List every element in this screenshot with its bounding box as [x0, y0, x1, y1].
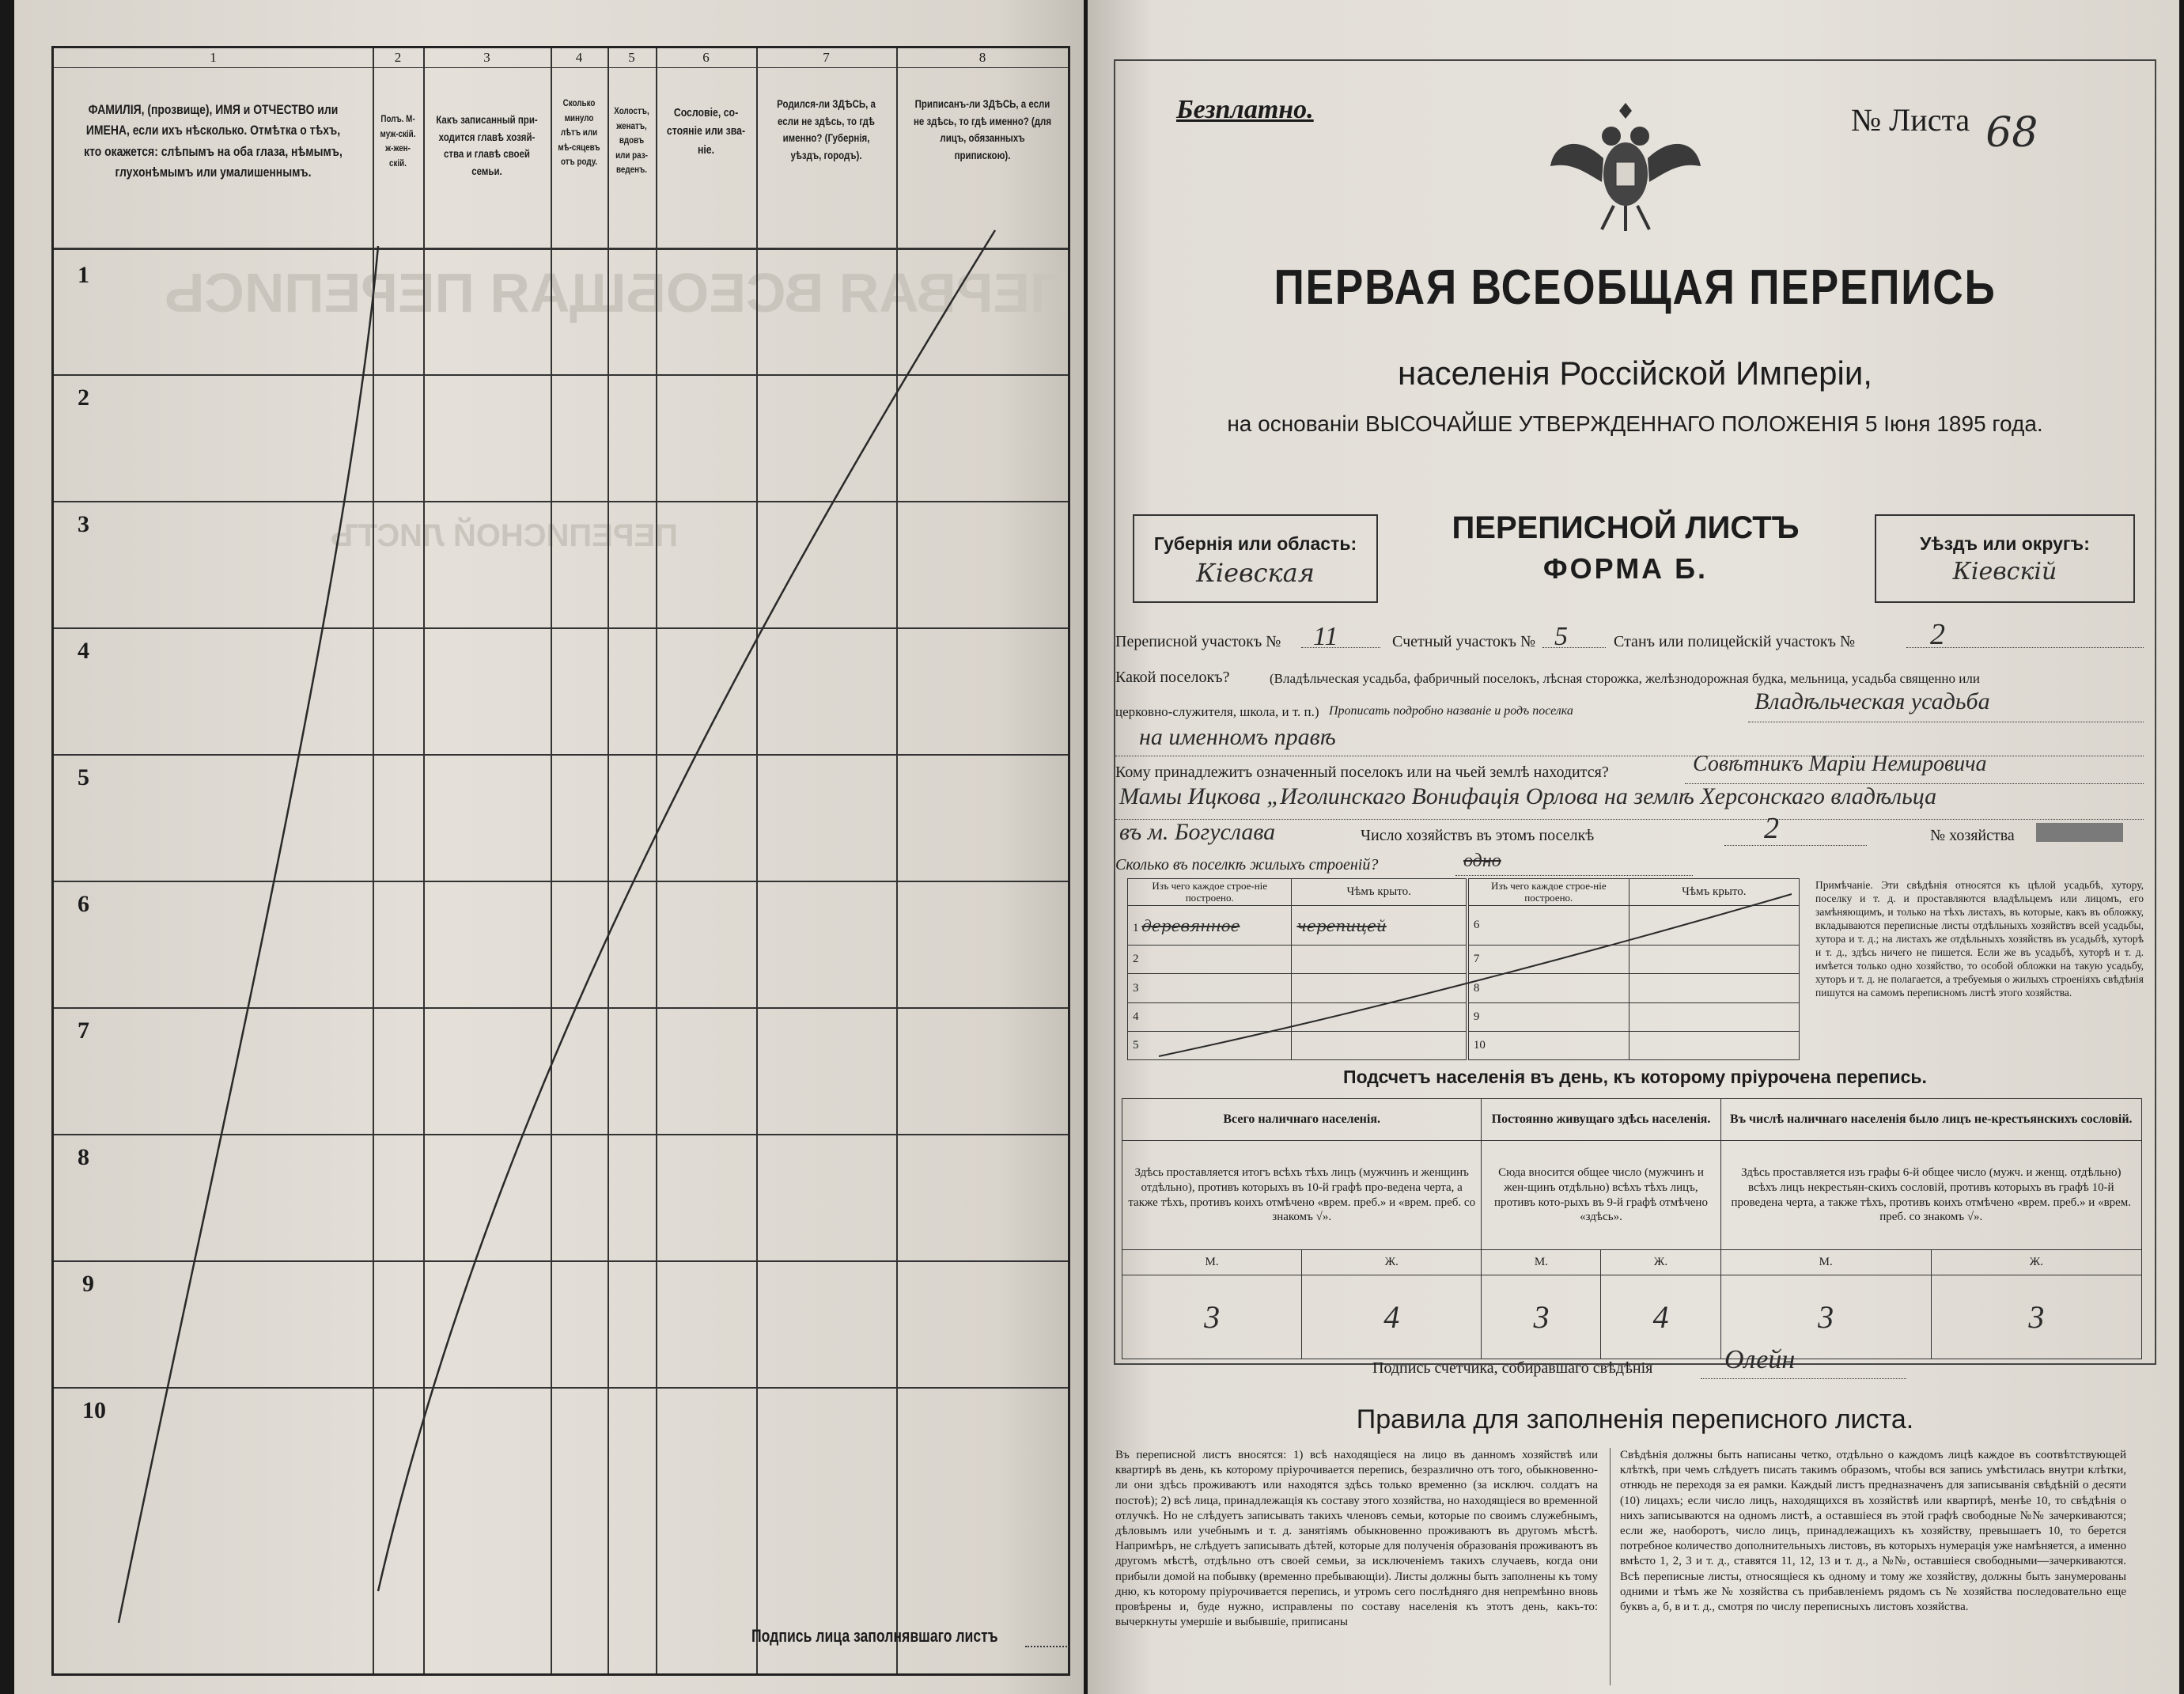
count-title: Подсчетъ населенія въ день, къ которому пріурочена перепись.: [1343, 1067, 1927, 1087]
population-count-table: [1122, 1098, 2142, 1359]
district-value: Кіевскій: [1952, 558, 2057, 586]
buildings-note: Примѣчаніе. Эти свѣдѣнія относятся къ цѣлой усадьбѣ, хутору, поселку и т. д. и проставляются владѣльцемъ или лицомъ, его замѣняющимъ, и только на тѣхъ листахъ, въ которые, какъ въ обложку, вкладываются переписные листы отдѣльныхъ хозяйствъ всей усадьбы, хутора и т. д.; на листахъ же отдѣльныхъ хозяйствъ въ усадьбѣ, хуторѣ и т. д., здѣсь ничего не пишется. Если же въ усадьбѣ, хуторѣ и т. д. имѣется только одно хозяйство, то особой обложки на такую усадьбу, хуторъ и т. д. не полагается, а требуемыя о жилыхъ строеніяхъ свѣдѣнія пишутся на самомъ переписномъ листѣ этого хозяйства.: [1815, 879, 2144, 999]
settlement-note: (Владѣльческая усадьба, фабричный поселокъ, лѣсная сторожка, желѣзнодорожная будка, мельница, усадьба священно или: [1270, 671, 1980, 686]
count-m-2: М.: [1482, 1250, 1601, 1275]
census-district-value: 11: [1313, 622, 1338, 651]
district-box: [1875, 514, 2135, 603]
count-nonpeasant-m: 3: [1720, 1275, 1931, 1359]
owner-value-2: Мамы Ицкова „Иголинскаго Вонифація Орлова на землѣ Херсонскаго владѣльца: [1119, 783, 1937, 809]
province-label: Губернія или область:: [1153, 533, 1357, 554]
show-through-form: ПЕРЕПИСНОЙ ЛИСТЪ: [331, 518, 678, 553]
col-number-8: 8: [978, 50, 986, 65]
households-value: 2: [1764, 812, 1779, 845]
bt-row-5: 5: [1128, 1031, 1292, 1059]
bt-num-1: 1: [1133, 921, 1139, 934]
count-m-1: М.: [1122, 1250, 1302, 1275]
bt-row1-material: деревянное: [1141, 915, 1240, 935]
count-m-3: М.: [1720, 1250, 1931, 1275]
owner-value-1: Совѣтникъ Маріи Немировича: [1693, 752, 1987, 776]
row-number-10: 10: [82, 1397, 106, 1423]
count-nonpeasant-f: 3: [1931, 1275, 2141, 1359]
household-number-redacted: [2036, 823, 2123, 842]
rules-left-column: Въ переписной листъ вносятся: 1) всѣ находящіеся на лицо въ данномъ хозяйствѣ или квартирѣ въ день, къ которому пріурочивается перепись, безразлично отъ того, обыкновенно-ли они здѣсь проживаютъ или находятся здѣсь только временно (за исключ. солдатъ на постоѣ); 2) всѣ лица, принадлежащія къ составу этого хозяйства, но находящіеся во временной отлучкѣ. Но не слѣдуетъ записывать такихъ членовъ семьи, которые по своимъ служебнымъ, дѣловымъ или учебнымъ и т. д. занятіямъ обыкновенно проживаютъ въ другомъ мѣстѣ. Напримѣръ, не слѣдуетъ записывать дѣтей, которые для полученія образованія проживаютъ въ другомъ мѣстѣ, отдѣльно отъ своей семьи, за исключеніемъ такихъ случаевъ, когда они прибыли домой на побывку (временно пребывающіи). Листы должны быть заполнены къ тому дню, къ которому пріурочивается перепись, и утромъ сего послѣдняго дня непремѣнно вновь провѣрены и, буде нужно, исправлены по составу населенія къ этотъ день, какъ-то: вычеркнуты умершіе и выбывшіе, приписаны: [1115, 1449, 1598, 1629]
bt-row-7: 7: [1467, 946, 1629, 974]
header-registered: Приписанъ-ли ЗДѢСЬ, а если не здѣсь, то гдѣ именно? (для лицъ, обязанныхъ припискою).: [913, 97, 1052, 162]
settlement-note3: Прописать подробно названіе и родъ поселка: [1329, 704, 1573, 718]
stan-label: Станъ или полицейскій участокъ №: [1614, 633, 1856, 650]
buildings-cancel-stroke: [1127, 878, 1800, 1060]
bt-row-3: 3: [1128, 974, 1292, 1002]
col-number-5: 5: [628, 50, 635, 65]
settlement-value-1: Владѣльческая усадьба: [1754, 688, 1990, 714]
counting-district-label: Счетный участокъ №: [1392, 633, 1536, 650]
form-title: [1392, 510, 1859, 586]
buildings-label: Сколько въ поселкѣ жилыхъ строеній?: [1115, 856, 1379, 874]
rules-divider: [1610, 1448, 1611, 1685]
census-title: ПЕРВАЯ ВСЕОБЩАЯ ПЕРЕПИСЬ: [1274, 260, 1997, 315]
row-number-5: 5: [78, 764, 89, 790]
count-desc-permanent: Сюда вносится общее число (мужчинъ и жен-щинъ отдѣльно) всѣхъ тѣхъ лицъ, противъ кото-рыхъ въ 9-й графѣ отмѣчено «здѣсь».: [1482, 1141, 1720, 1250]
count-f-2: Ж.: [1601, 1250, 1720, 1275]
count-permanent-m: 3: [1482, 1275, 1601, 1359]
row-number-4: 4: [78, 638, 89, 664]
row-number-6: 6: [78, 891, 89, 917]
row-number-9: 9: [82, 1271, 94, 1297]
count-header-permanent: Постоянно живущаго здѣсь населенія.: [1482, 1099, 1720, 1141]
col-number-1: 1: [210, 50, 217, 65]
count-desc-nonpeasant: Здѣсь проставляется изъ графы 6-й общее число (мужч. и женщ. отдѣльно) всѣхъ лицъ некрестьян-скихъ сословій, противъ которыхъ въ графѣ 10-й проведена черта, а также тѣхъ, противъ коихъ отмѣчено «врем. преб.» и «врем. преб. со знакомъ √».: [1720, 1141, 2141, 1250]
bt-row-8: 8: [1467, 974, 1629, 1002]
owner-value-3: въ м. Богуслава: [1119, 819, 1276, 845]
imperial-eagle-emblem: [1546, 87, 1705, 237]
count-header-nonpeasant: Въ числѣ наличнаго населенія было лицъ не-крестьянскихъ сословій.: [1720, 1099, 2141, 1141]
count-f-1: Ж.: [1302, 1250, 1482, 1275]
province-value: Кіевская: [1196, 558, 1315, 588]
rules-right-column: Свѣдѣнія должны быть написаны четко, отдѣльно о каждомъ лицѣ каждое въ соотвѣтствующей клѣткѣ, при чемъ слѣдуетъ писать такимъ образомъ, чтобы вся запись умѣстилась внутри клѣтки, отнюдь не переходя за ея рамки. Каждый листъ предназначенъ для записыванія свѣдѣній о десяти (10) лицахъ; если число лицъ, находящихся въ хозяйствѣ или квартирѣ, менѣе 10, то свѣдѣнія о нихъ записываются на одномъ листѣ, а оставшіеся въ этой графѣ свободные №№ зачеркиваются; если же, наоборотъ, число лицъ, принадлежащихъ къ хозяйству, превышаетъ 10, то берется потребное количество дополнительныхъ листовъ, въ которыхъ нумерація уже намѣняется, а именно вмѣсто 1, 2, 3 и т. д., ставятся 11, 12, 13 и т. д., а №№, оставшіеся свободными—зачеркиваются. Всѣ переписные листы, относящіеся къ одному и тому же хозяйству, должны быть занумерованы одними и тѣмъ же № хозяйства съ прибавленіемъ рядомъ съ № хозяйства последовательно еще буквъ а, б, в и т. д., смотря по числу переписныхъ листовъ хозяйства.: [1620, 1449, 2126, 1613]
header-estate: Сословіе, со-стояніе или зва-ніе.: [666, 106, 746, 157]
count-desc-present: Здѣсь проставляется итогъ всѣхъ тѣхъ лицъ (мужчинъ и женщинъ отдѣльно), противъ которыхъ въ 10-й графѣ про-ведена черта, а также тѣхъ, противъ коихъ отмѣчено «врем. преб.» и «врем. преб. со знакомъ √».: [1122, 1141, 1482, 1250]
bt-row-4: 4: [1128, 1002, 1292, 1031]
col-number-7: 7: [823, 50, 830, 65]
bt-row1-roof: черепицей: [1296, 915, 1387, 935]
cancellation-strokes: [54, 48, 1073, 1678]
bt-header-roof: Чѣмъ крыто.: [1292, 879, 1467, 906]
stan-value: 2: [1930, 618, 1945, 651]
form-title-text: ПЕРЕПИСНОЙ ЛИСТЪ: [1452, 510, 1800, 545]
settlement-value-2: на именномъ правѣ: [1139, 724, 1336, 750]
count-present-f: 4: [1302, 1275, 1482, 1359]
sheet-number-label: № Листа: [1851, 102, 1970, 138]
census-district-label: Переписной участокъ №: [1115, 633, 1281, 650]
sheet-number-value: 68: [1985, 109, 2038, 157]
buildings-value: одно: [1463, 851, 1501, 871]
header-sex: Полъ. М-муж-скій. ж-жен-скій.: [380, 113, 416, 169]
free-label: Безплатно.: [1176, 95, 1314, 124]
settlement-note2: церковно-служителя, школа, и т. п.): [1115, 704, 1319, 719]
count-present-m: 3: [1122, 1275, 1302, 1359]
bt-row-2: 2: [1128, 946, 1292, 974]
province-box: [1133, 514, 1378, 603]
census-basis: на основаніи ВЫСОЧАЙШЕ УТВЕРЖДЕННАГО ПОЛОЖЕНІЯ 5 Іюня 1895 года.: [1227, 411, 2043, 436]
row-number-3: 3: [78, 511, 89, 537]
count-f-3: Ж.: [1931, 1250, 2141, 1275]
form-subtitle-text: ФОРМА Б.: [1542, 552, 1709, 585]
col-number-3: 3: [483, 50, 490, 65]
counter-signature-value: Олейн: [1724, 1345, 1796, 1374]
row-number-1: 1: [78, 262, 89, 288]
owner-label: Кому принадлежитъ означенный поселокъ или на чьей землѣ находится?: [1115, 764, 1609, 781]
rules-title: Правила для заполненія переписного листа.: [1356, 1404, 1914, 1434]
header-relation: Какъ записанный при-ходится главѣ хозяй-ства и главѣ своей семьи.: [436, 113, 538, 178]
header-age: Сколько минуло лѣтъ или мѣ-сяцевъ отъ роду.: [558, 97, 600, 168]
header-name: ФАМИЛІЯ, (прозвище), ИМЯ и ОТЧЕСТВО или ИМЕНА, если ихъ нѣсколько. Отмѣтка о тѣхъ, кто окажется: слѣпымъ на оба глаза, нѣмымъ, глухонѣмымъ или умалишеннымъ.: [84, 102, 343, 180]
count-permanent-f: 4: [1601, 1275, 1720, 1359]
bt-header-roof-2: Чѣмъ крыто.: [1629, 879, 1799, 906]
census-subtitle: населенія Россійской Имперіи,: [1398, 354, 1872, 392]
col-number-4: 4: [575, 50, 583, 65]
count-header-present: Всего наличнаго населенія.: [1122, 1099, 1482, 1141]
counter-signature-label: Подпись счетчика, собиравшаго свѣдѣнія: [1372, 1359, 1653, 1377]
row-number-2: 2: [78, 385, 89, 411]
header-marital: Холостъ, женатъ, вдовъ или раз-веденъ.: [614, 105, 649, 176]
bt-row-9: 9: [1467, 1002, 1629, 1031]
row-number-7: 7: [78, 1018, 89, 1044]
signature-line: [1025, 1646, 1069, 1647]
households-label: Число хозяйствъ въ этомъ поселкѣ: [1361, 827, 1595, 844]
col-number-2: 2: [394, 50, 402, 65]
bt-header-material-2: Изъ чего каждое строе-ніе построено.: [1467, 879, 1629, 906]
person-signature-label: Подпись лица заполнявшаго листъ: [751, 1626, 998, 1646]
settlement-label: Какой поселокъ?: [1115, 669, 1230, 686]
header-birthplace: Родился-ли ЗДѢСЬ, а если не здѣсь, то гдѣ именно? (Губернія, уѣздъ, городъ).: [777, 97, 876, 162]
bt-row-6: 6: [1467, 906, 1629, 946]
bt-header-material: Изъ чего каждое строе-ніе построено.: [1128, 879, 1292, 906]
counting-district-value: 5: [1554, 622, 1568, 651]
show-through-title: ПЕРВАЯ ВСЕОБЩАЯ ПЕРЕПИСЬ: [165, 262, 1070, 324]
sheet-number: [1851, 93, 2038, 157]
household-number-label: № хозяйства: [1930, 827, 2015, 844]
district-label: Уѣздъ или округъ:: [1920, 533, 2090, 554]
left-census-table: [51, 46, 1070, 1676]
col-number-6: 6: [702, 50, 710, 65]
row-number-8: 8: [78, 1144, 89, 1170]
bt-row-10: 10: [1467, 1031, 1629, 1059]
